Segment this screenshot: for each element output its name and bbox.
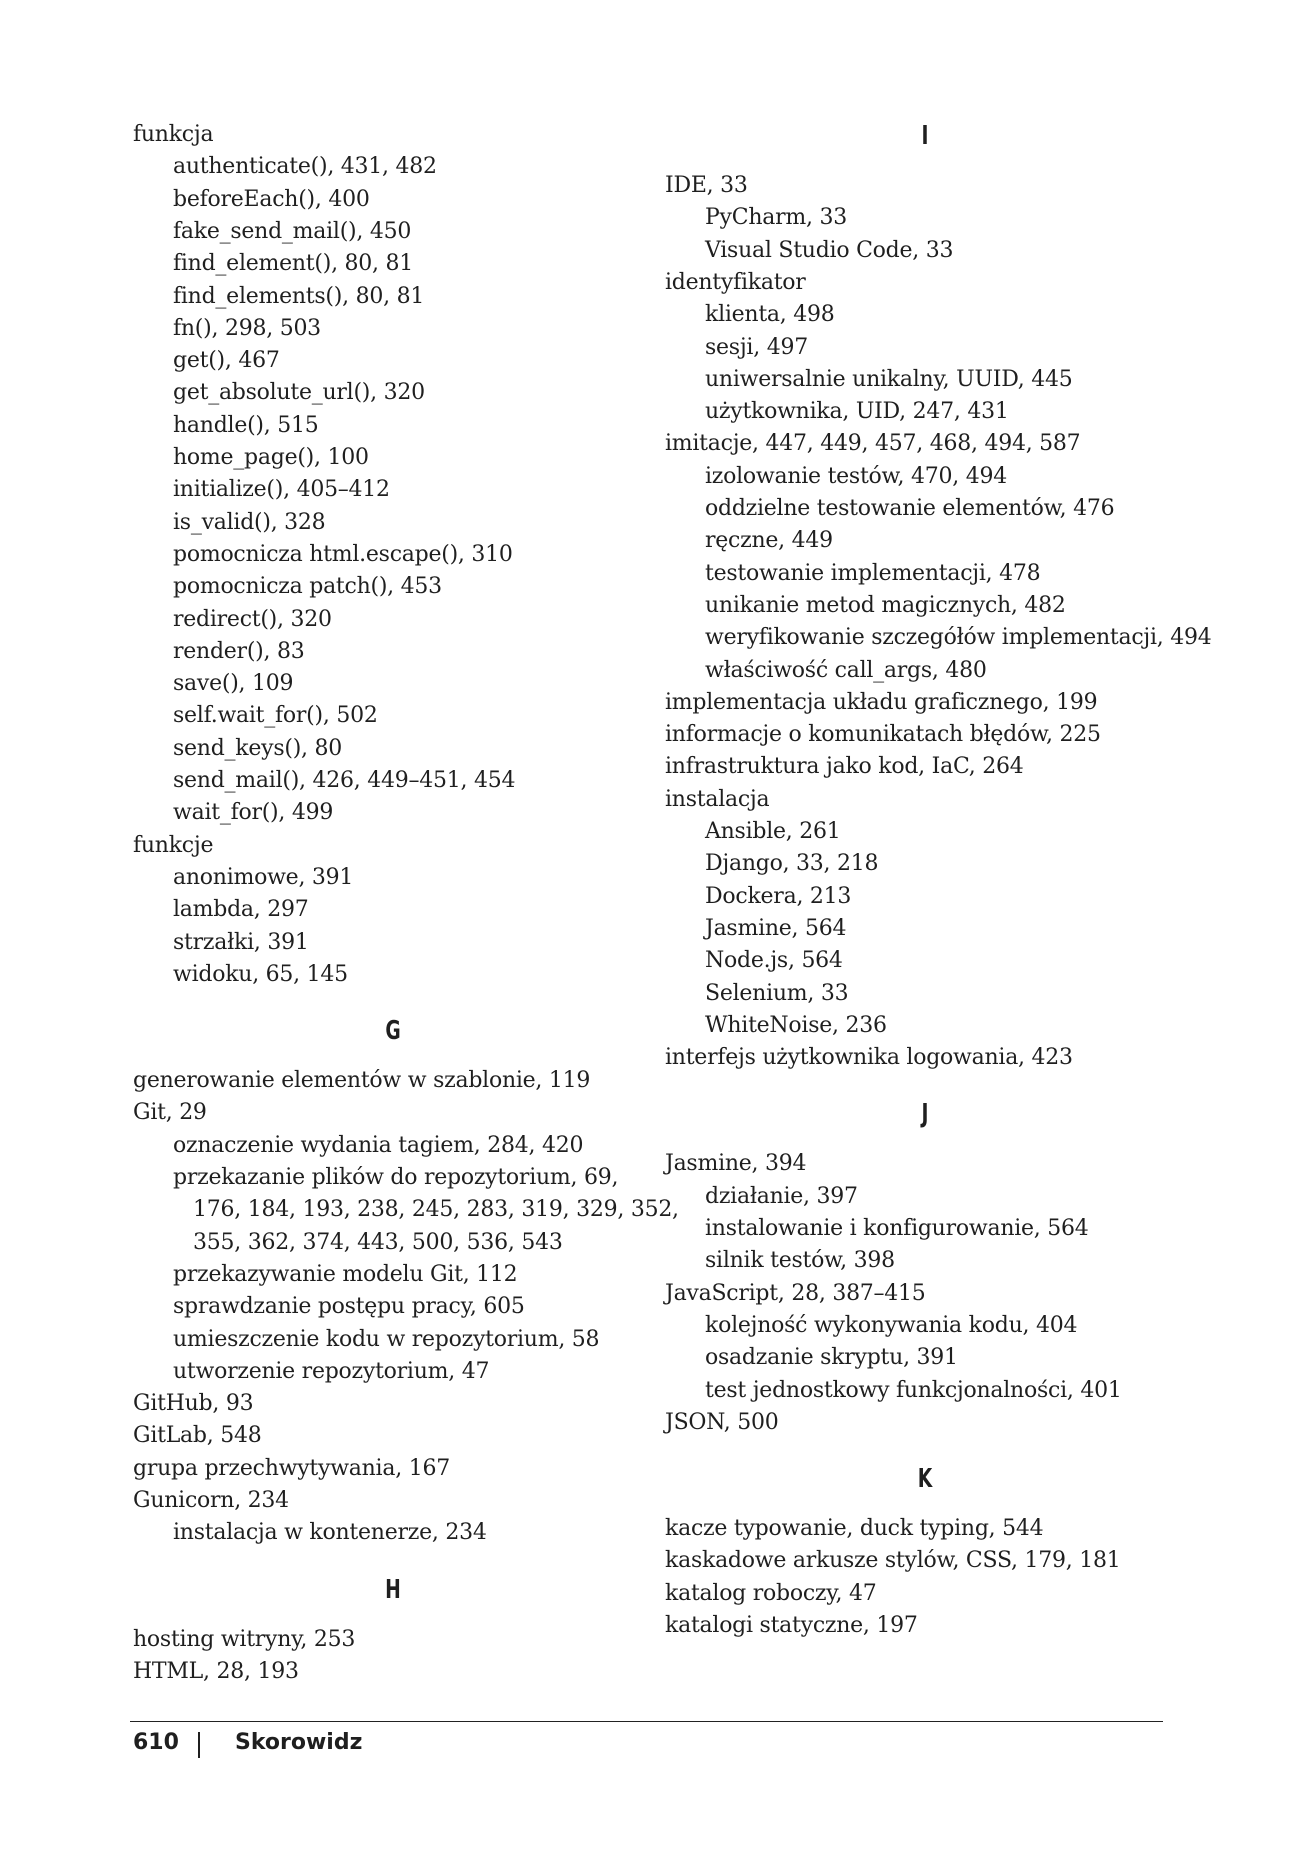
section-letter-k: K [917,1464,933,1495]
index-entry: infrastruktura jako kod, IaC, 264 [665,754,1024,780]
index-subentry: self.wait_for(), 502 [173,703,378,729]
index-subentry: lambda, 297 [173,897,309,923]
index-entry: generowanie elementów w szablonie, 119 [133,1068,591,1094]
index-subentry: find_elements(), 80, 81 [173,283,425,309]
index-entry: kacze typowanie, duck typing, 544 [665,1516,1044,1542]
index-subentry: PyCharm, 33 [705,205,847,231]
index-subentry: send_keys(), 80 [173,735,343,761]
index-subentry: Jasmine, 564 [705,915,847,941]
index-entry: JavaScript, 28, 387–415 [665,1280,926,1306]
index-entry: katalog roboczy, 47 [665,1580,877,1606]
index-subentry: sesji, 497 [705,334,808,360]
index-entry: GitHub, 93 [133,1391,254,1417]
footer-page-number: 610 [133,1730,179,1755]
section-letter-g: G [385,1016,401,1047]
index-subentry: beforeEach(), 400 [173,186,370,212]
index-entry: identyfikator [665,269,806,295]
index-entry: funkcja [133,122,214,147]
index-subentry: strzałki, 391 [173,929,309,955]
index-entry: implementacja układu graficznego, 199 [665,689,1098,715]
index-subentry: silnik testów, 398 [705,1248,895,1274]
index-subentry: Selenium, 33 [705,980,849,1006]
footer-title: Skorowidz [235,1730,363,1755]
footer-rule [130,1721,1163,1722]
index-subentry: sprawdzanie postępu pracy, 605 [173,1294,525,1320]
index-subentry: testowanie implementacji, 478 [705,560,1041,586]
index-entry: JSON, 500 [665,1409,779,1435]
index-subentry: home_page(), 100 [173,445,369,470]
index-subentry: oznaczenie wydania tagiem, 284, 420 [173,1132,584,1158]
index-subentry: fake_send_mail(), 450 [173,218,412,244]
index-subentry: Node.js, 564 [705,948,843,974]
index-subentry: działanie, 397 [705,1183,858,1209]
index-subentry: Django, 33, 218 [705,851,879,877]
index-subentry: instalacja w kontenerze, 234 [173,1520,487,1546]
index-entry: instalacja [665,786,770,812]
index-subentry: redirect(), 320 [173,606,332,632]
index-subentry: Dockera, 213 [705,883,852,909]
index-subentry: kolejność wykonywania kodu, 404 [705,1312,1078,1338]
index-subentry: anonimowe, 391 [173,864,354,890]
index-entry: kaskadowe arkusze stylów, CSS, 179, 181 [665,1548,1121,1574]
index-entry: katalogi statyczne, 197 [665,1613,918,1638]
index-subentry: fn(), 298, 503 [173,315,321,341]
index-subentry: wait_for(), 499 [173,800,334,826]
index-subentry: przekazanie plików do repozytorium, 69, [173,1165,619,1190]
index-subentry: ręczne, 449 [705,528,833,554]
index-subentry: is_valid(), 328 [173,509,326,535]
index-subentry: save(), 109 [173,671,294,697]
index-subentry: get(), 467 [173,348,280,374]
index-entry: grupa przechwytywania, 167 [133,1455,450,1481]
index-entry: Gunicorn, 234 [133,1488,289,1513]
index-subentry: weryfikowanie szczegółów implementacji, 494 [705,625,1212,651]
index-subentry: get_absolute_url(), 320 [173,380,425,406]
index-entry: funkcje [133,832,214,858]
index-entry: hosting witryny, 253 [133,1626,356,1652]
index-subentry: initialize(), 405–412 [173,477,390,503]
index-entry: Jasmine, 394 [665,1151,807,1177]
index-subentry: osadzanie skryptu, 391 [705,1345,958,1371]
index-subentry: oddzielne testowanie elementów, 476 [705,496,1115,521]
index-subentry: pomocnicza html.escape(), 310 [173,541,513,567]
index-subentry: instalowanie i konfigurowanie, 564 [705,1216,1089,1241]
section-letter-j: J [921,1099,929,1130]
index-subentry: handle(), 515 [173,412,319,438]
index-subentry: utworzenie repozytorium, 47 [173,1358,490,1384]
index-entry: GitLab, 548 [133,1423,262,1449]
index-subentry: 355, 362, 374, 443, 500, 536, 543 [193,1229,563,1255]
index-subentry: render(), 83 [173,638,305,664]
index-subentry: authenticate(), 431, 482 [173,154,437,180]
index-subentry: 176, 184, 193, 238, 245, 283, 319, 329, 352, [193,1197,679,1223]
index-entry: Git, 29 [133,1100,207,1126]
index-subentry: izolowanie testów, 470, 494 [705,463,1007,489]
index-subentry: widoku, 65, 145 [173,961,348,987]
index-subentry: pomocnicza patch(), 453 [173,574,442,600]
index-subentry: WhiteNoise, 236 [705,1012,887,1038]
index-subentry: przekazywanie modelu Git, 112 [173,1261,518,1287]
index-subentry: uniwersalnie unikalny, UUID, 445 [705,366,1073,392]
index-subentry: Ansible, 261 [705,819,841,844]
index-entry: imitacje, 447, 449, 457, 468, 494, 587 [665,431,1081,457]
section-letter-h: H [385,1574,401,1605]
footer-separator [198,1732,200,1758]
index-subentry: Visual Studio Code, 33 [705,237,954,263]
index-subentry: umieszczenie kodu w repozytorium, 58 [173,1326,600,1352]
index-subentry: find_element(), 80, 81 [173,251,414,277]
index-subentry: klienta, 498 [705,302,835,328]
section-letter-i: I [921,121,929,151]
index-entry: informacje o komunikatach błędów, 225 [665,722,1101,748]
index-subentry: send_mail(), 426, 449–451, 454 [173,768,516,793]
index-subentry: użytkownika, UID, 247, 431 [705,399,1009,425]
index-subentry: unikanie metod magicznych, 482 [705,592,1066,618]
index-subentry: test jednostkowy funkcjonalności, 401 [705,1377,1122,1403]
index-entry: IDE, 33 [665,173,748,198]
index-entry: HTML, 28, 193 [133,1658,299,1684]
index-subentry: właściwość call_args, 480 [705,657,987,683]
index-entry: interfejs użytkownika logowania, 423 [665,1045,1073,1071]
